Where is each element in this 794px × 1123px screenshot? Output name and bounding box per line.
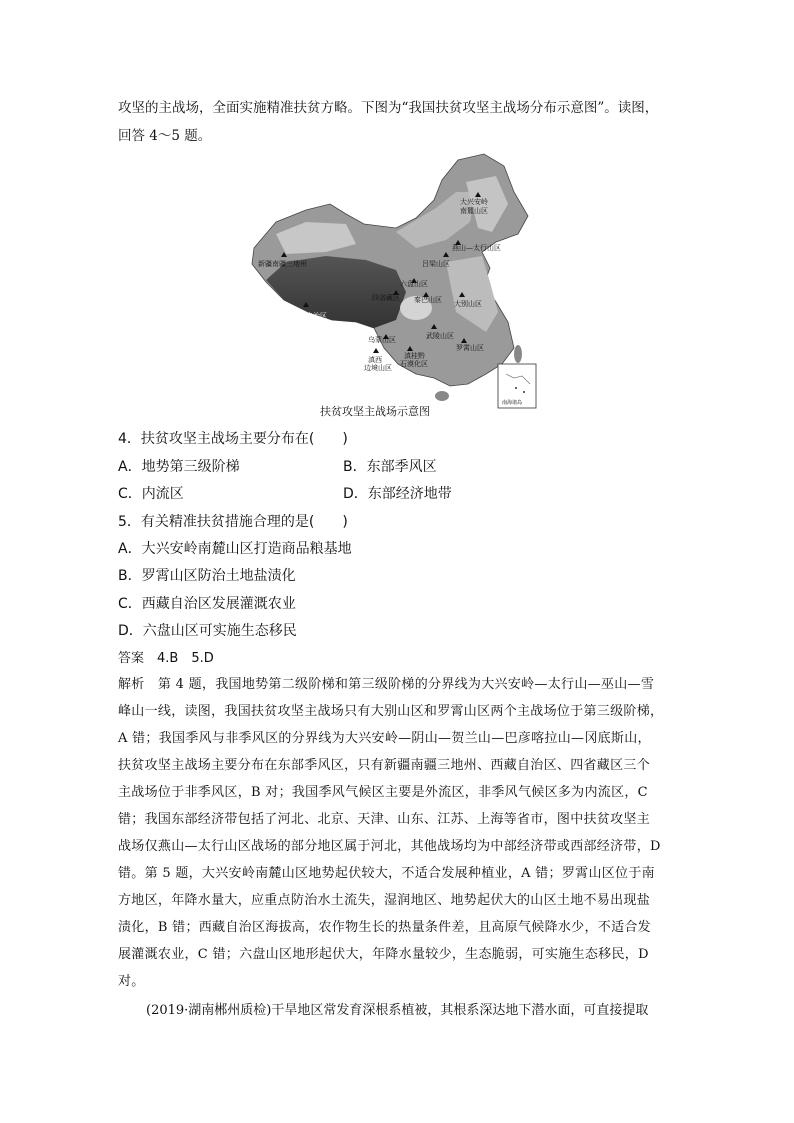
map-caption: 扶贫攻坚主战场示意图 (320, 405, 430, 418)
label-yanshan: 燕山—太行山区 (452, 244, 501, 252)
svg-text:边境山区: 边境山区 (364, 364, 392, 372)
label-qinba: 秦巴山区 (414, 296, 442, 304)
analysis-line: 展灌溉农业，C 错；六盘山区地形起伏大，年降水量较少，生态脆弱，可实施生态移民，D (118, 947, 649, 962)
intro-line-1: 攻坚的主战场，全面实施精准扶贫方略。下图为“我国扶贫攻坚主战场分布示意图”。读图， (118, 100, 659, 116)
analysis-line: 主战场位于非季风区，B 对；我国季风气候区主要是外流区，非季风气候区多为内流区，C (118, 785, 648, 800)
label-daxinganling: 大兴安岭 (460, 198, 488, 206)
hainan (435, 391, 449, 401)
analysis-line: A 错；我国季风与非季风区的分界线为大兴安岭—阴山—贺兰山—巴彦喀拉山—冈底斯山， (118, 731, 651, 746)
q4-option-a: A．地势第三级阶梯 (118, 459, 240, 475)
label-wuling: 武陵山区 (426, 332, 454, 340)
q5-option-d: D．六盘山区可实施生态移民 (118, 623, 297, 639)
analysis-line: 对。 (118, 974, 145, 989)
q4-stem: 4．扶贫攻坚主战场主要分布在( ) (118, 431, 348, 447)
svg-text:石漠化区: 石漠化区 (400, 360, 428, 368)
q5-option-a: A．大兴安岭南麓山区打造商品粮基地 (118, 541, 352, 557)
label-dianxi: 滇西 (368, 356, 382, 364)
analysis-line: 扶贫攻坚主战场主要分布在东部季风区，只有新疆南疆三地州、西藏自治区、四省藏区三个 (118, 758, 651, 773)
svg-text:南麓山区: 南麓山区 (460, 207, 488, 215)
label-dianguiqian: 滇桂黔 (404, 352, 425, 360)
analysis-line: 峰山一线，读图，我国扶贫攻坚主战场只有大别山区和罗霄山区两个主战场位于第三级阶梯， (118, 704, 664, 719)
q4-option-b: B．东部季风区 (343, 459, 437, 475)
map-figure (246, 152, 546, 410)
intro-line-2: 回答 4～5 题。 (118, 128, 212, 144)
label-xinjiang: 新疆南疆三地州 (258, 260, 307, 268)
label-xizang: 西藏自治区 (292, 312, 327, 320)
label-wumeng: 乌蒙山区 (368, 336, 396, 344)
analysis-line: 解析 第 4 题，我国地势第二级阶梯和第三级阶梯的分界线为大兴安岭—太行山—巫山—雪 (118, 677, 655, 692)
label-dabie: 大别山区 (454, 300, 482, 308)
china-map (246, 152, 546, 410)
analysis-line: 错。第 5 题，大兴安岭南麓山区地势起伏较大，不适合发展种植业，A 错；罗霄山区位于南 (118, 866, 655, 881)
analysis-line: 错；我国东部经济带包括了河北、北京、天津、山东、江苏、上海等省市，图中扶贫攻坚主 (118, 812, 651, 827)
label-liupan: 六盘山区 (400, 280, 428, 288)
label-lvliang: 吕梁山区 (422, 260, 450, 268)
q5-option-b: B．罗霄山区防治土地盐渍化 (118, 568, 296, 584)
q5-option-c: C．西藏自治区发展灌溉农业 (118, 596, 296, 612)
q5-stem: 5．有关精准扶贫措施合理的是( ) (118, 514, 348, 530)
analysis-line: 渍化，B 错；西藏自治区海拔高，农作物生长的热量条件差，且高原气候降水少，不适合发 (118, 920, 651, 935)
taiwan (514, 345, 522, 363)
q4-option-d: D．东部经济地带 (343, 486, 452, 502)
next-question-intro: (2019·湖南郴州质检)干旱地区常发育深根系植被，其根系深达地下潜水面，可直接提取 (146, 1003, 649, 1018)
analysis-line: 方地区，年降水量大，应重点防治水土流失，湿润地区、地势起伏大的山区土地不易出现盐 (118, 893, 651, 908)
q4-option-c: C．内流区 (118, 486, 184, 502)
inset-label: 南海诸岛 (502, 400, 523, 406)
analysis-line: 战场仅燕山—太行山区战场的部分地区属于河北，其他战场均为中部经济带或西部经济带，D (118, 839, 661, 854)
label-luoxiao: 罗霄山区 (456, 344, 484, 352)
answer-line: 答案 4.B 5.D (118, 651, 214, 666)
label-sisheng: 四省藏区 (372, 294, 400, 302)
